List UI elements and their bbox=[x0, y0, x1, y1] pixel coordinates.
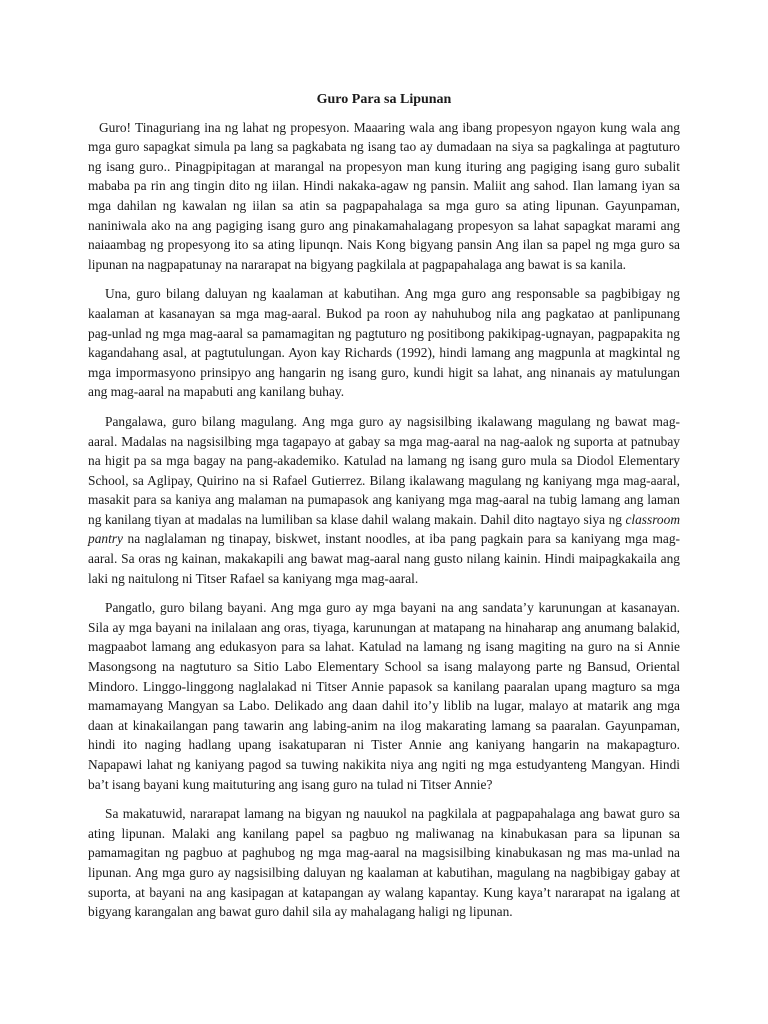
paragraph-pangalawa bbox=[88, 412, 680, 588]
paragraph-una bbox=[88, 284, 680, 402]
paragraph-pangalawa-text-after: na naglalaman ng tinapay, biskwet, instant noodles, at iba pang pagkain para sa kaniyang mga mag-aaral. Sa oras ng kainan, makakapili ang bawat mag-aaral nang gusto nilang kainin. Hindi maipagkakaila ang laki ng naitulong ni Titser Rafael sa kaniyang mga mag-aaral. bbox=[88, 531, 680, 586]
paragraph-pangalawa-emphasis: classroom pantry bbox=[88, 511, 680, 547]
paragraph-intro bbox=[88, 118, 680, 275]
paragraph-conclusion-text: Sa makatuwid, nararapat lamang na bigyan ng nauukol na pagkilala at pagpapahalaga ang bawat guro sa ating lipunan. Malaki ang kanilang papel sa pagbuo ng maliwanag na kinabukasan para sa lipunan sa pamamagitan ng pagbuo at paghubog ng mga mag-aaral na magsisilbing kinabukasan ng mas ma-unlad na lipunan. Ang mga guro ay nagsisilbing daluyan ng kaalaman at kabutihan, magulang na nagbibigay gabay at suporta, at bayani na ang kasipagan at katapangan ay walang kapantay. Kung kaya’t nararapat na igalang at bigyang karangalan ang bawat guro dahil sila ay mahalagang haligi ng lipunan. bbox=[88, 806, 680, 920]
document-page bbox=[88, 90, 680, 932]
paragraph-conclusion bbox=[88, 804, 680, 922]
paragraph-pangatlo-text: Pangatlo, guro bilang bayani. Ang mga guro ay mga bayani na ang sandata’y karunungan at kasanayan. Sila ay mga bayani na inilalaan ang oras, tiyaga, karunungan at matapang na hinaharap ang anumang balakid, magpaabot lamang ang edukasyon para sa lahat. Katulad na lamang ng isang magiting na guro na si Annie Masongsong na nagtuturo sa Sitio Labo Elementary School sa isang malayong parte ng Bansud, Oriental Mindoro. Linggo-linggong naglalakad ni Titser Annie papasok sa kanilang paaralan upang magturo sa mga mamamayang Mangyan sa Labo. Delikado ang daan dahil ito’y liblib na lugar, malayo at matarik ang mga daan at kinakailangan pang tawarin ang labing-anim na ilog makarating lamang sa paaralan. Gayunpaman, hindi ito naging hadlang upang isakatuparan ni Tister Annie ang kaniyang hangarin na makapagturo. Napapawi lahat ng kaniyang pagod sa tuwing nakikita niya ang ngiti ng mga estudyanteng Mangyan. Hindi ba’t isang bayani kung maituturing ang isang guro na tulad ni Titser Annie? bbox=[88, 600, 680, 792]
paragraph-pangatlo bbox=[88, 598, 680, 794]
document-title: Guro Para sa Lipunan bbox=[316, 92, 452, 107]
paragraph-intro-text: Guro! Tinaguriang ina ng lahat ng propesyon. Maaaring wala ang ibang propesyon ngayon kung wala ang mga guro sapagkat simula pa lang sa pagkabata ng isang tao ay dumadaan na siya sa pagkalinga at pagtuturo ng isang guro.. Pinagpipitagan at marangal na propesyon man kung ituring ang pagiging isang guro subalit mababa pa rin ang tingin dito ng iilan. Hindi nakaka-agaw ng pansin. Maliit ang sahod. Ilan lamang iyan sa mga dahilan ng kawalan ng iilan sa atin sa pagpapahalaga sa mga guro sa ating lipunan. Gayunpaman, naniniwala ako na ang pagiging isang guro ang pinakamahalagang propesyon sa lahat sapagkat marami ang naiaambag ng propesyong ito sa ating lipunqn. Nais Kong bigyang pansin Ang ilan sa papel ng mga guro sa lipunan na nagpapatunay na nararapat na bigyang pagkilala at pagpapahalaga ang bawat is sa kanila. bbox=[88, 119, 680, 272]
paragraph-una-text: Una, guro bilang daluyan ng kaalaman at kabutihan. Ang mga guro ang responsable sa pagbibigay ng kaalaman at kasanayan sa mga mag-aaral. Bukod pa roon ay nahuhubog nila ang pagkatao at panlipunang pag-unlad ng mga mag-aaral sa pamamagitan ng pagtuturo ng positibong pakikipag-ugnayan, pagpapakita ng kagandahang asal, at pagtutulungan. Ayon kay Richards (1992), hindi lamang ang magpunla at magkintal ng mga impormasyono prinsipyo ang hangarin ng isang guro, kundi higit sa lahat, ang ninanais ay matulungan ang mag-aaral na mapabuti ang kanilang buhay. bbox=[88, 286, 680, 400]
paragraph-pangalawa-text-before: Pangalawa, guro bilang magulang. Ang mga guro ay nagsisilbing ikalawang magulang ng bawat mag-aaral. Madalas na nagsisilbing mga tagapayo at gabay sa mga mag-aaral na nag-aalok ng suporta at patnubay na higit pa sa mga bagay na pang-akademiko. Katulad na lamang ng isang guro mula sa Diodol Elementary School, sa Aglipay, Quirino na si Rafael Gutierrez. Bilang ikalawang magulang ng kaniyang mga mag-aaral, masakit para sa kaniya ang malaman na pumapasok ang kaniyang mga mag-aaral na tubig lamang ang laman ng kanilang tiyan at madalas na lumiliban sa klase dahil walang makain. Dahil dito nagtayo siya ng bbox=[88, 413, 680, 527]
